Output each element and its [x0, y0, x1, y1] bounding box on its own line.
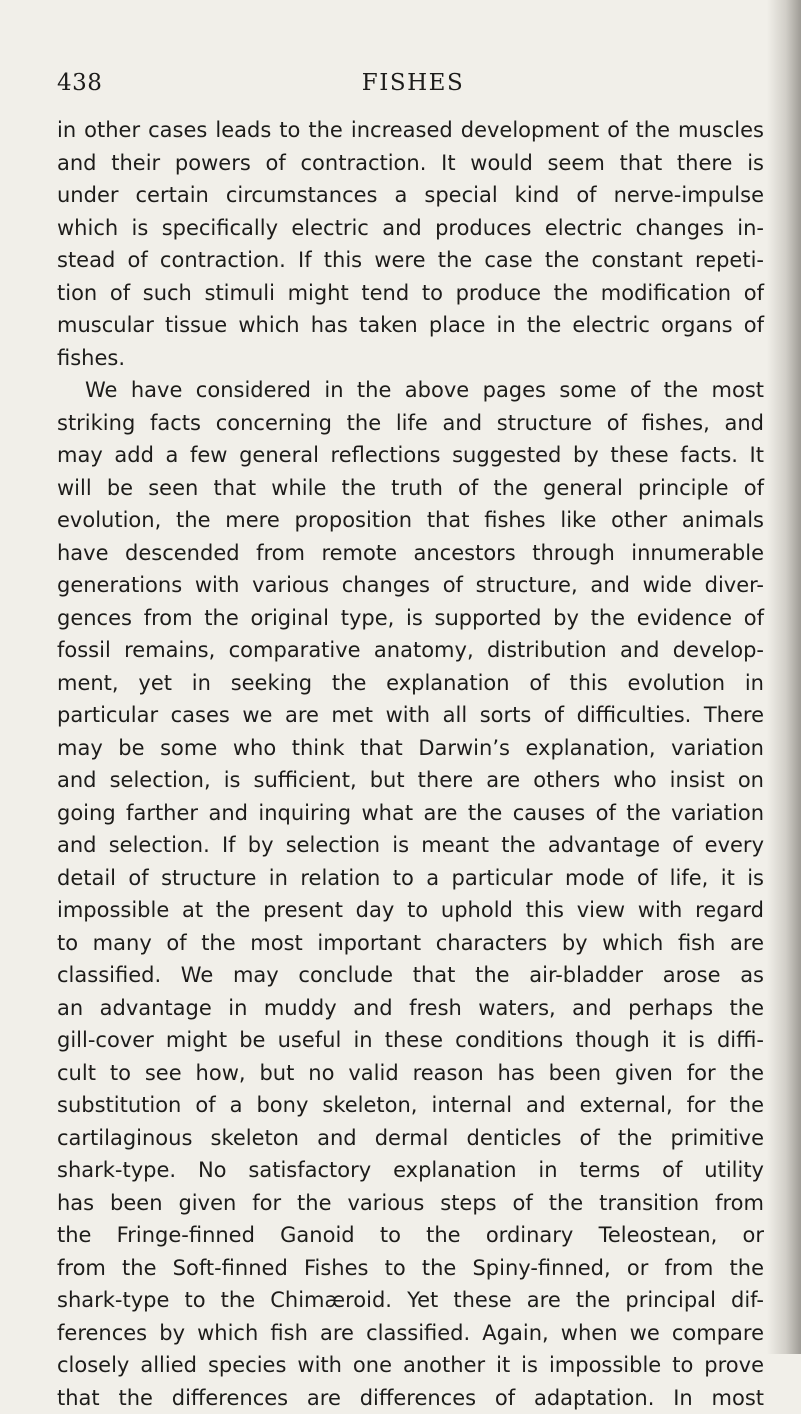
- running-head: FISHES: [343, 70, 483, 96]
- text-line: muscular tissue which has taken place in the electric organs of: [57, 309, 764, 342]
- text-line: and selection. If by selection is meant the advantage of every: [57, 829, 764, 862]
- page-header: [0, 70, 801, 106]
- text-line: and their powers of contraction. It would seem that there is: [57, 147, 764, 180]
- text-line: may be some who think that Darwin’s explanation, variation: [57, 732, 764, 765]
- text-line: that the differences are differences of adaptation. In most: [57, 1382, 764, 1414]
- text-line: will be seen that while the truth of the general principle of: [57, 472, 764, 505]
- text-line: classified. We may conclude that the air-bladder arose as: [57, 959, 764, 992]
- text-line: particular cases we are met with all sorts of difficulties. There: [57, 699, 764, 732]
- text-line: striking facts concerning the life and structure of fishes, and: [57, 407, 764, 440]
- text-line: fossil remains, comparative anatomy, distribution and develop-: [57, 634, 764, 667]
- text-line: which is specifically electric and produces electric changes in-: [57, 212, 764, 245]
- text-line: gences from the original type, is supported by the evidence of: [57, 602, 764, 635]
- text-line: fishes.: [57, 342, 764, 375]
- text-line: ment, yet in seeking the explanation of this evolution in: [57, 667, 764, 700]
- text-line: substitution of a bony skeleton, internal and external, for the: [57, 1089, 764, 1122]
- text-line: tion of such stimuli might tend to produce the modification of: [57, 277, 764, 310]
- page-number: 438: [57, 70, 102, 96]
- text-line: generations with various changes of structure, and wide diver-: [57, 569, 764, 602]
- text-line: going farther and inquiring what are the causes of the variation: [57, 797, 764, 830]
- text-line: ferences by which fish are classified. Again, when we compare: [57, 1317, 764, 1350]
- body-text: [57, 114, 764, 1414]
- text-line: the Fringe-finned Ganoid to the ordinary Teleostean, or: [57, 1219, 764, 1252]
- text-line: gill-cover might be useful in these conditions though it is diffi-: [57, 1024, 764, 1057]
- text-line: may add a few general reflections suggested by these facts. It: [57, 439, 764, 472]
- text-line: an advantage in muddy and fresh waters, and perhaps the: [57, 992, 764, 1025]
- text-line: closely allied species with one another it is impossible to prove: [57, 1349, 764, 1382]
- text-line: stead of contraction. If this were the case the constant repeti-: [57, 244, 764, 277]
- text-line: shark-type. No satisfactory explanation in terms of utility: [57, 1154, 764, 1187]
- text-line: from the Soft-finned Fishes to the Spiny-finned, or from the: [57, 1252, 764, 1285]
- text-line: have descended from remote ancestors through innumerable: [57, 537, 764, 570]
- text-line: detail of structure in relation to a particular mode of life, it is: [57, 862, 764, 895]
- text-line: cartilaginous skeleton and dermal denticles of the primitive: [57, 1122, 764, 1155]
- text-line: We have considered in the above pages some of the most: [57, 374, 764, 407]
- text-line: in other cases leads to the increased development of the muscles: [57, 114, 764, 147]
- text-line: evolution, the mere proposition that fishes like other animals: [57, 504, 764, 537]
- text-line: under certain circumstances a special kind of nerve-impulse: [57, 179, 764, 212]
- text-line: shark-type to the Chimæroid. Yet these are the principal dif-: [57, 1284, 764, 1317]
- text-line: cult to see how, but no valid reason has been given for the: [57, 1057, 764, 1090]
- text-line: and selection, is sufficient, but there are others who insist on: [57, 764, 764, 797]
- page-edge-shadow: [767, 0, 801, 1354]
- text-line: to many of the most important characters by which fish are: [57, 927, 764, 960]
- text-line: has been given for the various steps of the transition from: [57, 1187, 764, 1220]
- text-line: impossible at the present day to uphold this view with regard: [57, 894, 764, 927]
